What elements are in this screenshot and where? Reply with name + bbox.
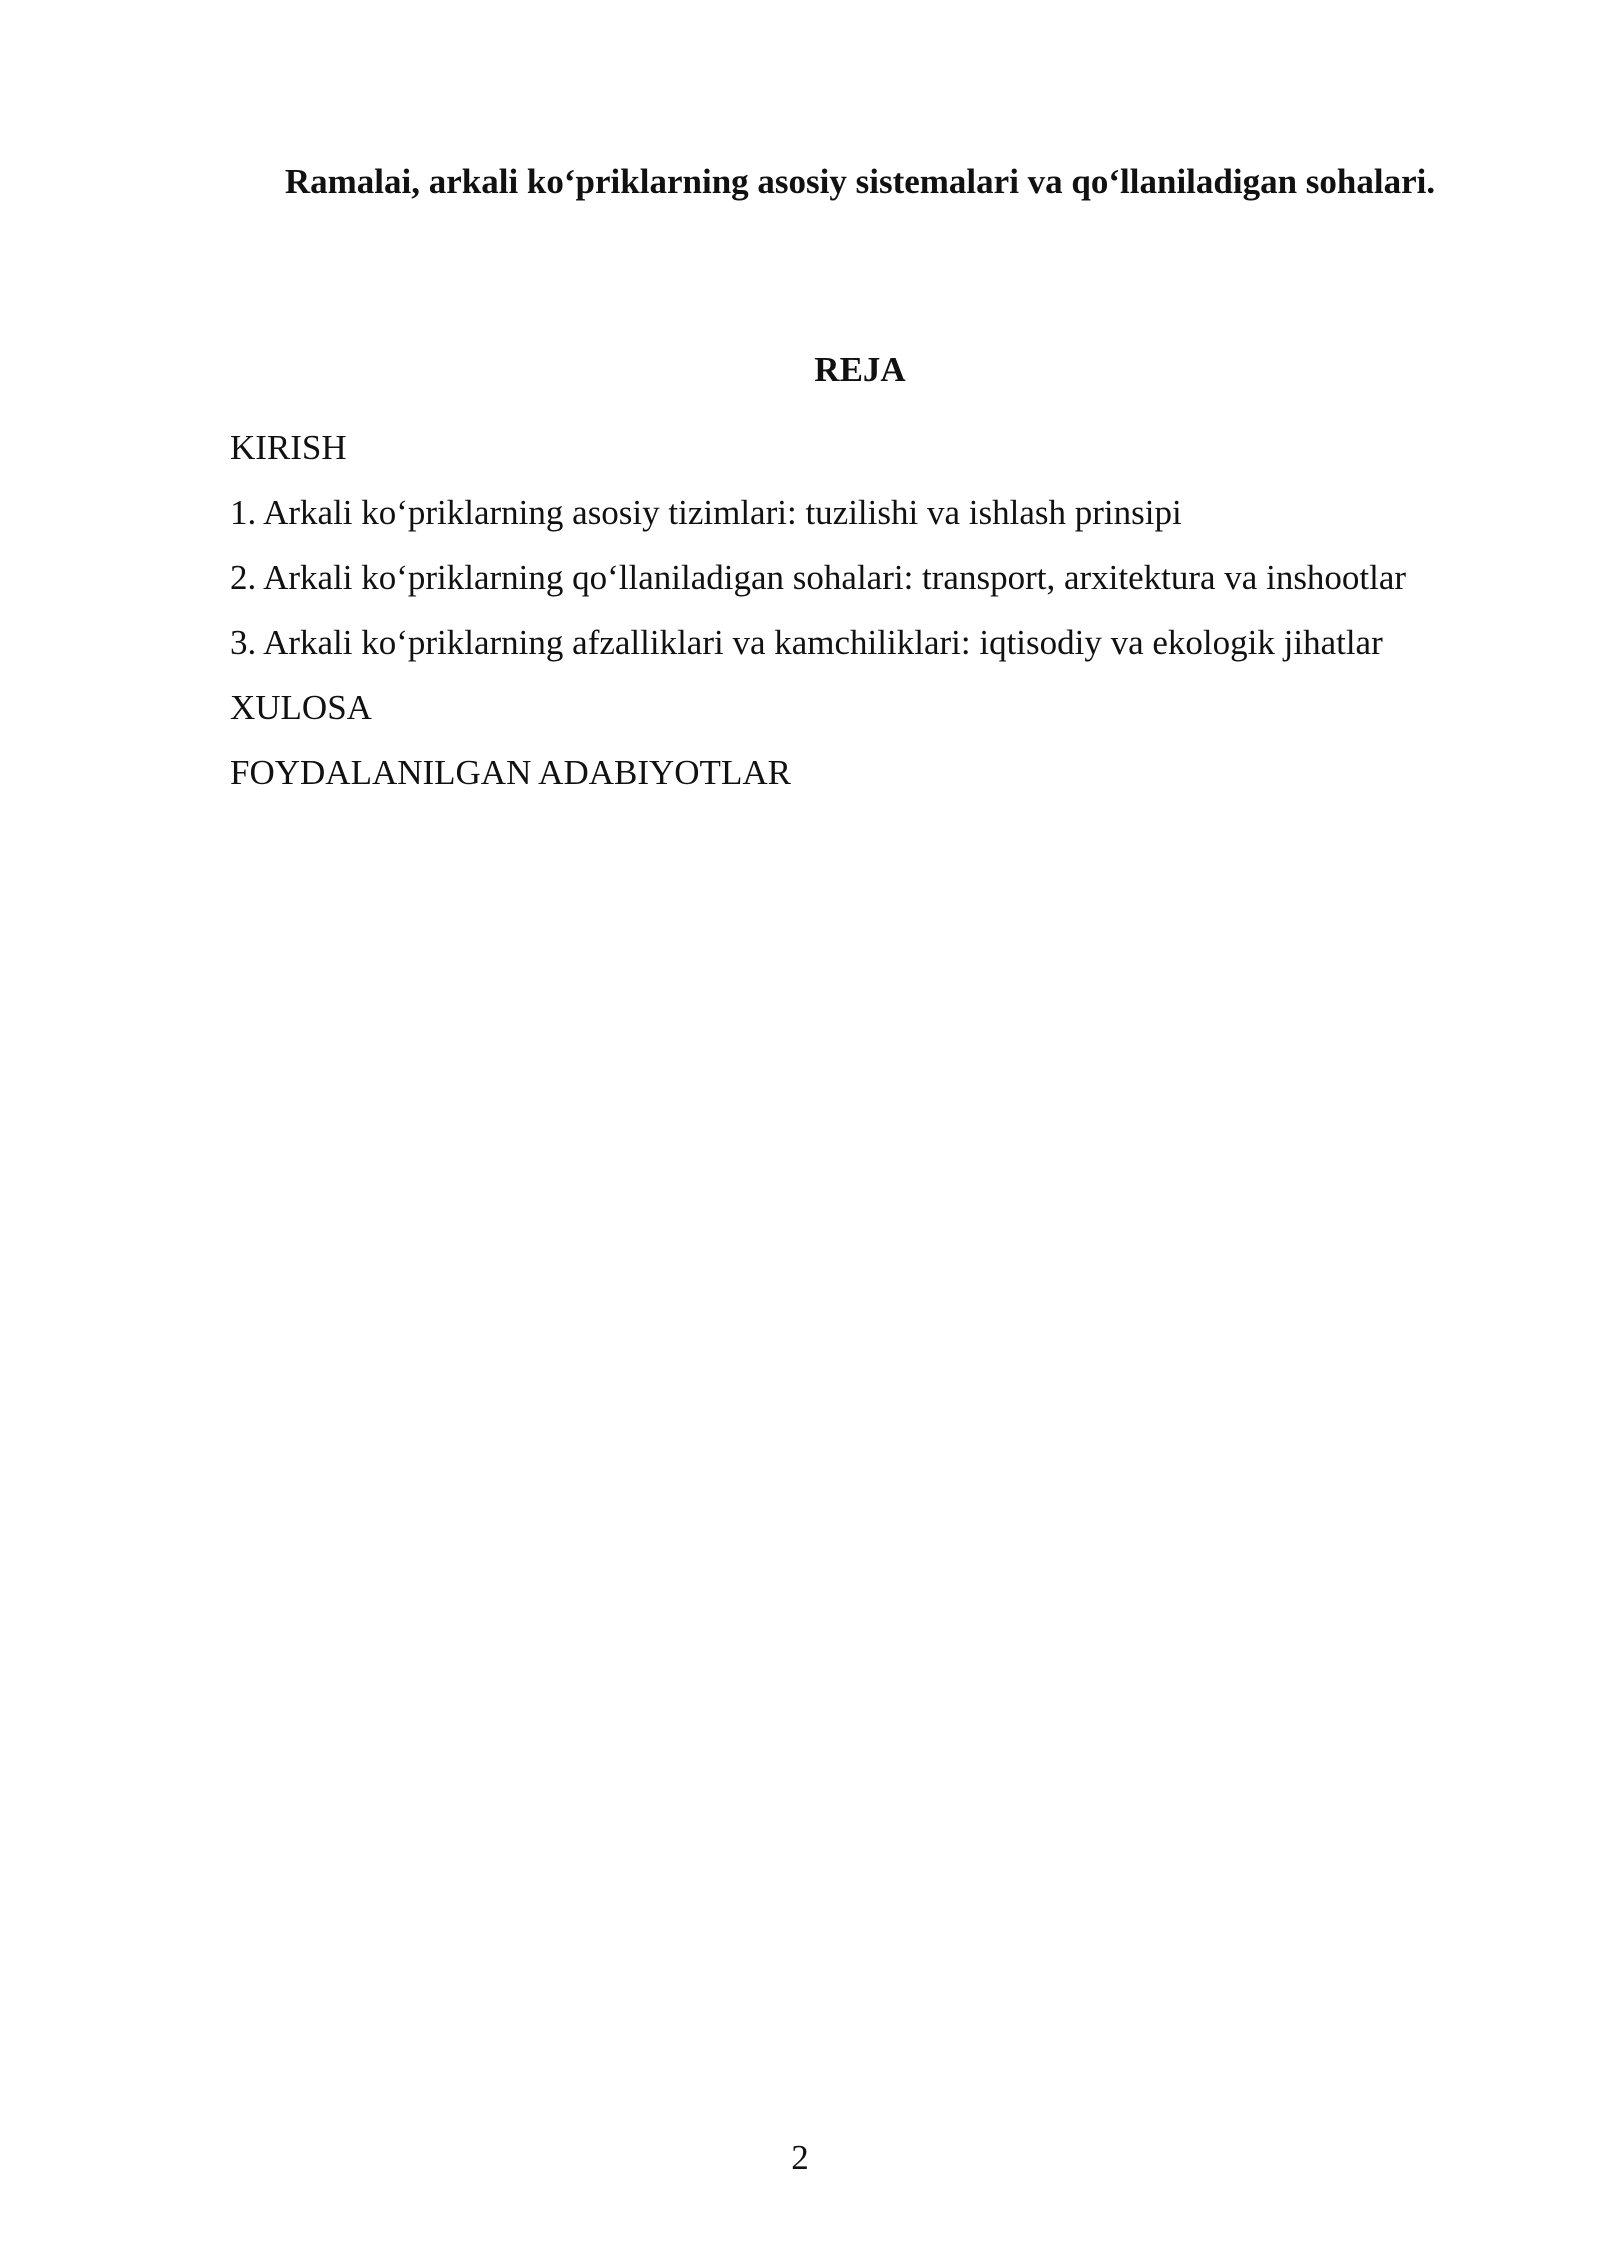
plan-item-2: 2. Arkali ko‘priklarning qo‘llaniladigan sohalari: transport, arxitektura va inshootlar	[230, 558, 1407, 597]
plan-item-1: 1. Arkali ko‘priklarning asosiy tizimlari: tuzilishi va ishlash prinsipi	[230, 493, 1182, 532]
plan-item-references: FOYDALANILGAN ADABIYOTLAR	[230, 753, 791, 792]
plan-heading: REJA	[814, 350, 906, 389]
document-title: Ramalai, arkali ko‘priklarning asosiy sistemalari va qo‘llaniladigan sohalari.	[284, 162, 1436, 201]
plan-item-3: 3. Arkali ko‘priklarning afzalliklari va kamchiliklari: iqtisodiy va ekologik jihatlar	[230, 623, 1383, 662]
plan-item-conclusion: XULOSA	[230, 688, 372, 727]
plan-list	[230, 420, 1490, 810]
plan-item-introduction: KIRISH	[230, 428, 347, 467]
page-number: 2	[791, 2138, 809, 2177]
